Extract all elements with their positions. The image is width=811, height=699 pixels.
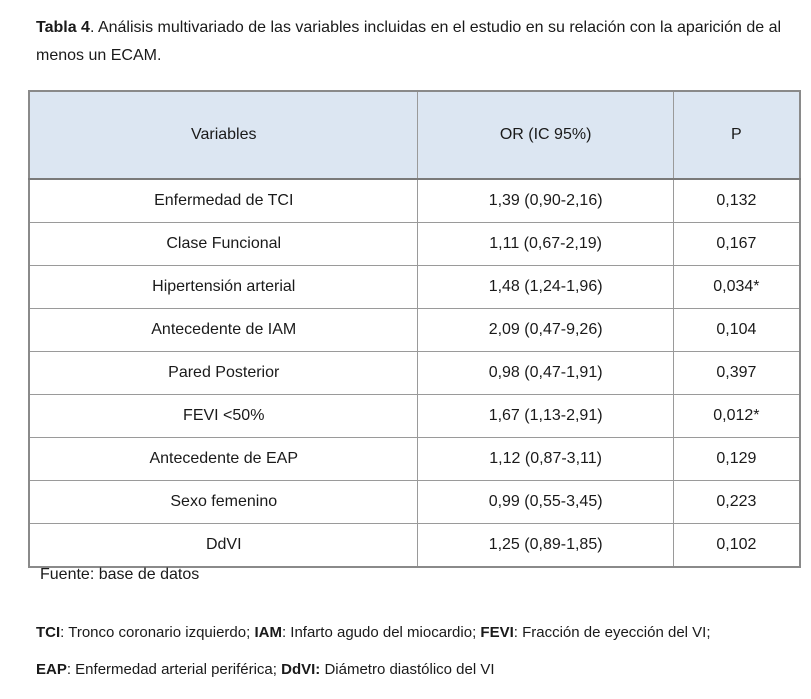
- header-p: P: [673, 91, 800, 179]
- results-table: [28, 90, 801, 568]
- header-or: OR (IC 95%): [418, 91, 673, 179]
- cell-p: 0,104: [673, 309, 800, 352]
- table-row: [29, 438, 800, 481]
- abbr-def: : Fracción de eyección del VI;: [513, 624, 711, 641]
- table-row: [29, 266, 800, 309]
- abbr-term: EAP: [36, 661, 67, 678]
- abbr-term: TCI: [36, 624, 61, 641]
- cell-or: 1,39 (0,90-2,16): [418, 179, 673, 223]
- abbr-def: : Enfermedad arterial periférica;: [66, 661, 282, 678]
- table-row: [29, 179, 800, 223]
- table-row: [29, 352, 800, 395]
- header-variables: Variables: [29, 91, 418, 179]
- cell-p: 0,102: [673, 524, 800, 568]
- cell-variable: DdVI: [29, 524, 418, 568]
- cell-p: 0,034*: [673, 266, 800, 309]
- cell-or: 1,25 (0,89-1,85): [418, 524, 673, 568]
- abbr-def: : Tronco coronario izquierdo;: [60, 624, 255, 641]
- cell-variable: Sexo femenino: [29, 481, 418, 524]
- abbr-def: : Infarto agudo del miocardio;: [281, 624, 481, 641]
- cell-or: 0,99 (0,55-3,45): [418, 481, 673, 524]
- abbreviations-line-1: [36, 624, 711, 641]
- table-row: [29, 481, 800, 524]
- cell-variable: Antecedente de IAM: [29, 309, 418, 352]
- table-caption: [36, 14, 811, 70]
- cell-variable: Antecedente de EAP: [29, 438, 418, 481]
- cell-p: 0,132: [673, 179, 800, 223]
- abbr-term: FEVI: [480, 624, 514, 641]
- source-note: Fuente: base de datos: [40, 566, 200, 583]
- cell-variable: Clase Funcional: [29, 223, 418, 266]
- caption-label: Tabla 4: [36, 19, 90, 36]
- cell-or: 1,67 (1,13-2,91): [418, 395, 673, 438]
- cell-p: 0,129: [673, 438, 800, 481]
- cell-p: 0,223: [673, 481, 800, 524]
- table-row: [29, 309, 800, 352]
- cell-variable: FEVI <50%: [29, 395, 418, 438]
- cell-p: 0,397: [673, 352, 800, 395]
- cell-variable: Enfermedad de TCI: [29, 179, 418, 223]
- cell-or: 1,11 (0,67-2,19): [418, 223, 673, 266]
- cell-or: 1,48 (1,24-1,96): [418, 266, 673, 309]
- abbr-term: DdVI:: [281, 661, 321, 678]
- table-row: [29, 223, 800, 266]
- abbr-term: IAM: [254, 624, 282, 641]
- cell-or: 0,98 (0,47-1,91): [418, 352, 673, 395]
- cell-p: 0,012*: [673, 395, 800, 438]
- cell-p: 0,167: [673, 223, 800, 266]
- cell-or: 1,12 (0,87-3,11): [418, 438, 673, 481]
- table-row: [29, 395, 800, 438]
- caption-text: . Análisis multivariado de las variables incluidas en el estudio en su relación con la aparición de al menos un ECAM.: [36, 19, 782, 64]
- table-row: [29, 524, 800, 568]
- cell-variable: Hipertensión arterial: [29, 266, 418, 309]
- abbr-def: Diámetro diastólico del VI: [320, 661, 495, 678]
- cell-variable: Pared Posterior: [29, 352, 418, 395]
- cell-or: 2,09 (0,47-9,26): [418, 309, 673, 352]
- table-header-row: [29, 91, 800, 179]
- abbreviations-line-2: [36, 661, 495, 678]
